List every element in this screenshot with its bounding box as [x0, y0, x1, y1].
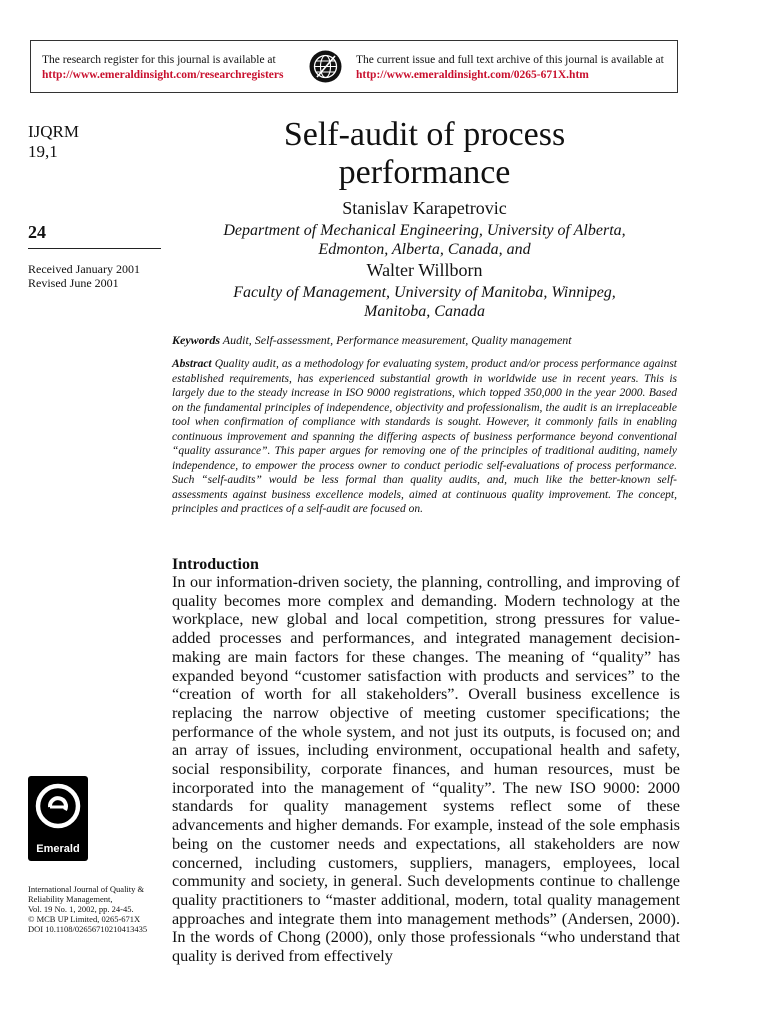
abstract — [172, 357, 677, 517]
title-line: performance — [338, 154, 511, 191]
affiliation-line: Manitoba, Canada — [364, 303, 485, 320]
abstract-label: Abstract — [172, 358, 212, 370]
research-register-notice — [42, 53, 283, 83]
section-heading: Introduction — [172, 556, 259, 573]
abstract-text: Quality audit, as a methodology for evaluating system, product and/or process performance against established requirements, has experienced substantial growth in worldwide use in recent years. This is largely due to the steady increase in ISO 9000 registrations, which topped 350,000 in the year 2000. Based on the fundamental principles of independence, objectivity and professionalism, the audit is an irreplaceable tool when confirmation of compliance with standards is sought. However, it commonly fails in enabling continuous improvement and spanning the differing aspects of business performance beyond conventional “quality assurance”. This paper argues for removing one of the principles of traditional auditing, namely independence, to empower the process owner to conduct periodic self-evaluations of process performance. Such “self-audits” would be less formal than quality audits, and, much like the better-known self-assessments against business excellence models, aimed at continuous quality improvement. The concept, principles and practices of a self-audit are focused on. — [172, 358, 677, 515]
revised-date: Revised June 2001 — [28, 276, 119, 290]
page-number: 24 — [28, 222, 46, 242]
citation-line: © MCB UP Limited, 0265-671X — [28, 914, 141, 924]
citation-line: International Journal of Quality & — [28, 884, 145, 894]
volume-issue: 19,1 — [28, 142, 58, 161]
full-text-archive-text: The current issue and full text archive of this journal is available at — [356, 54, 664, 66]
title-line: Self-audit of process — [283, 116, 566, 153]
citation-line: Vol. 19 No. 1, 2002, pp. 24-45. — [28, 904, 134, 914]
sidebar-divider — [28, 248, 161, 249]
keywords — [172, 333, 677, 348]
globe-icon — [309, 50, 342, 83]
citation-line: Reliability Management, — [28, 894, 113, 904]
research-register-text: The research register for this journal is available at — [42, 54, 276, 66]
research-register-link[interactable]: http://www.emeraldinsight.com/researchregisters — [42, 69, 284, 81]
author-affiliation — [172, 221, 677, 259]
keywords-label: Keywords — [172, 333, 220, 347]
citation-line: DOI 10.1108/02656710210413435 — [28, 924, 148, 934]
citation-block — [28, 884, 168, 934]
dates-block — [28, 262, 140, 290]
affiliation-line: Edmonton, Alberta, Canada, and — [318, 241, 531, 258]
body-text: In our information-driven society, the planning, controlling, and improving of quality becomes more complex and demanding. Modern technology at the workplace, new global and local competition, strong pressures for value-added processes and performances, and integrated management decision-making are main factors for these changes. The meaning of “quality” has expanded beyond “customer satisfaction with products and services” to the “creation of worth for all stakeholders”. Overall business excellence is replacing the narrow objective of meeting customer specifications; the performance of the whole system, and not just its outputs, is focused on; and an array of issues, including environment, occupational health and safety, social responsibility, corporate finances, and human resources, must be incorporated into the management of “quality”. The new ISO 9000: 2000 standards for quality management systems reflect some of these advancements and higher demands. For example, instead of the sole emphasis being on the customer needs and expectations, all stakeholders are now concerned, including customers, suppliers, managers, employees, local community and society, in general. Such developments continue to challenge quality practitioners to “master additional, modern, total quality management approaches and integrate them into management methods” (Andersen, 2000). In the words of Chong (2000), only those professionals “who understand that quality is derived from effectively — [172, 573, 680, 966]
emerald-logo-icon — [28, 776, 88, 838]
author-name: Walter Willborn — [366, 260, 483, 280]
received-date: Received January 2001 — [28, 262, 140, 276]
affiliation-line: Department of Mechanical Engineering, University of Alberta, — [223, 222, 626, 239]
emerald-logo-text: Emerald — [36, 843, 80, 855]
full-text-archive-notice — [356, 53, 664, 83]
journal-code: IJQRM — [28, 122, 80, 141]
emerald-logo — [28, 776, 88, 861]
article-title — [172, 116, 677, 192]
keywords-text: Audit, Self-assessment, Performance measurement, Quality management — [222, 333, 572, 347]
author-affiliation — [172, 283, 677, 321]
affiliation-line: Faculty of Management, University of Manitoba, Winnipeg, — [233, 284, 616, 301]
author-name: Stanislav Karapetrovic — [342, 198, 507, 218]
journal-code-block — [28, 122, 79, 162]
full-text-archive-link[interactable]: http://www.emeraldinsight.com/0265-671X.htm — [356, 69, 589, 81]
header-box — [30, 40, 678, 93]
